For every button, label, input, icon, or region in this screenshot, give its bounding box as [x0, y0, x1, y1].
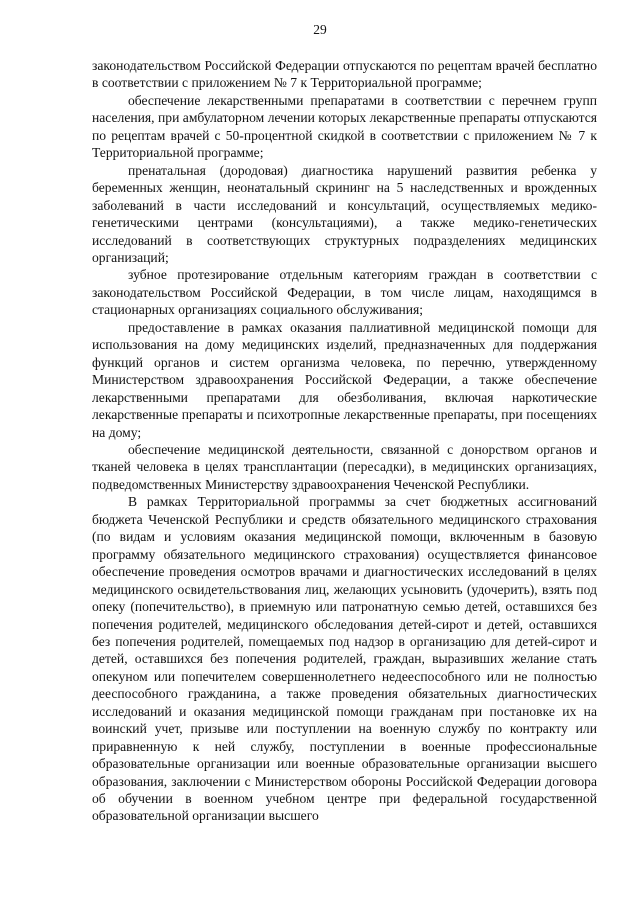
- document-body: [92, 57, 597, 825]
- paragraph-prenatal-diagnostics: пренатальная (дородовая) диагностика нарушений развития ребенка у беременных женщин, неонатальный скрининг на 5 наследственных и врожденных заболеваний в части исследований и консультаций, осуществляемых медико-генетическими центрами (консультациями), а также медико-генетических исследований в соответствующих структурных подразделениях медицинских организаций;: [92, 162, 597, 265]
- paragraph-palliative-care: предоставление в рамках оказания паллиативной медицинской помощи для использования на дому медицинских изделий, предназначенных для поддержания функций органов и систем организма человека, по перечню, утвержденному Министерством здравоохранения Российской Федерации, а также обеспечение лекарственными препаратами для обезболивания, включая наркотические лекарственные препараты и психотропные лекарственные препараты, при посещениях на дому;: [92, 319, 597, 440]
- page-number: 29: [313, 22, 327, 37]
- paragraph-drug-discount: обеспечение лекарственными препаратами в соответствии с перечнем групп населения, при амбулаторном лечении которых лекарственные препараты отпускаются по рецептам врачей с 50-процентной скидкой в соответствии с приложением № 7 к Территориальной программе;: [92, 92, 597, 161]
- paragraph-organ-donation: обеспечение медицинской деятельности, связанной с донорством органов и тканей человека в целях трансплантации (пересадки), в медицинских организациях, подведомственных Министерству здравоохранения Чеченской Республики.: [92, 441, 597, 492]
- paragraph-territorial-program: В рамках Территориальной программы за счет бюджетных ассигнований бюджета Чеченской Республики и средств обязательного медицинского страхования (по видам и условиям оказания медицинской помощи, включенным в базовую программу обязательного медицинского страхования) осуществляется финансовое обеспечение проведения осмотров врачами и диагностических исследований в целях медицинского освидетельствования лиц, желающих усыновить (удочерить), взять под опеку (попечительство), в приемную или патронатную семью детей, оставшихся без попечения родителей, медицинского обследования детей-сирот и детей, оставшихся без попечения родителей, помещаемых под надзор в организацию для детей-сирот и детей, оставшихся без попечения родителей, граждан, выразивших желание стать опекуном или попечителем совершеннолетнего недееспособного или не полностью дееспособного гражданина, а также проведения обязательных диагностических исследований и оказания медицинской помощи гражданам при постановке их на воинский учет, призыве или поступлении на военную службу по контракту или приравненную к ней службу, поступлении в военные профессиональные образовательные организации или военные образовательные организации высшего образования, заключении с Министерством обороны Российской Федерации договора об обучении в военном учебном центре при федеральной государственной образовательной организации высшего: [92, 494, 597, 824]
- paragraph-dental-prosthetics: зубное протезирование отдельным категориям граждан в соответствии с законодательством Российской Федерации, в том числе лицам, находящимся в стационарных организациях социального обслуживания;: [92, 267, 597, 318]
- paragraph-continuation: законодательством Российской Федерации отпускаются по рецептам врачей бесплатно в соответствии с приложением № 7 к Территориальной программе;: [92, 58, 597, 91]
